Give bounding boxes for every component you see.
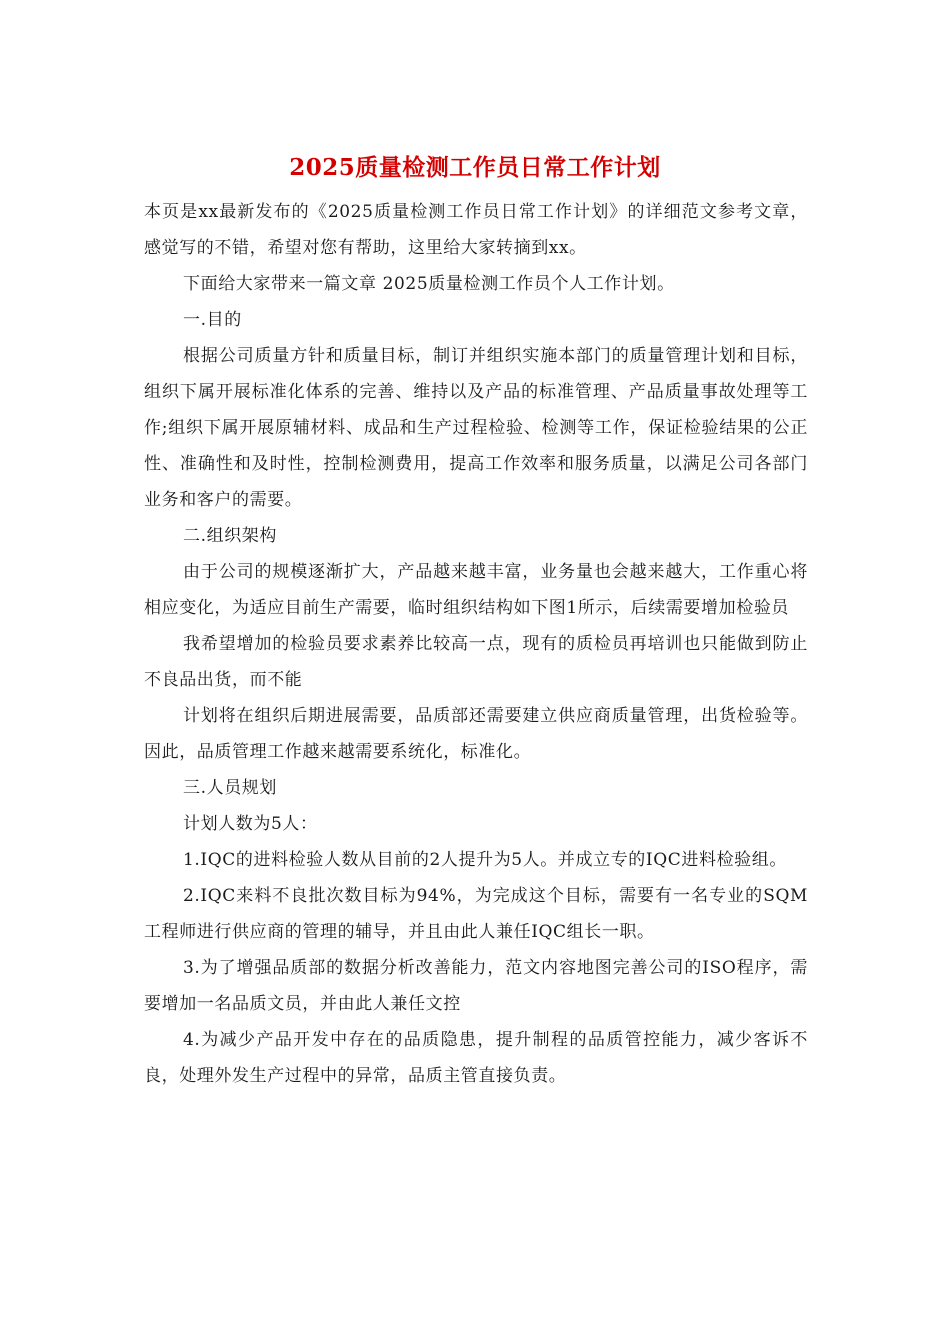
list-item: 2.IQC来料不良批次数目标为94%，为完成这个目标，需要有一名专业的SQM工程师进行供应商的管理的辅导，并且由此人兼任IQC组长一职。 (144, 886, 808, 942)
purpose-paragraph: 根据公司质量方针和质量目标，制订并组织实施本部门的质量管理计划和目标，组织下属开展标准化体系的完善、维持以及产品的标准管理、产品质量事故处理等工作;组织下属开展原辅材料、成品和生产过程检验、检测等工作，保证检验结果的公正性、准确性和及时性，控制检测费用，提高工作效率和服务质量，以满足公司各部门业务和客户的需要。 (144, 346, 808, 510)
list-item: 3.为了增强品质部的数据分析改善能力，范文内容地图完善公司的ISO程序，需要增加一名品质文员，并由此人兼任文控 (144, 958, 808, 1014)
organization-paragraph: 由于公司的规模逐渐扩大，产品越来越丰富，业务量也会越来越大，工作重心将相应变化，为适应目前生产需要，临时组织结构如下图1所示，后续需要增加检验员 (144, 562, 808, 618)
list-item: 4.为减少产品开发中存在的品质隐患，提升制程的品质管控能力，减少客诉不良，处理外发生产过程中的异常，品质主管直接负责。 (144, 1030, 808, 1086)
inspector-paragraph: 我希望增加的检验员要求素养比较高一点，现有的质检员再培训也只能做到防止不良品出货，而不能 (144, 634, 808, 690)
section-heading-organization: 二.组织架构 (183, 526, 278, 546)
section-heading-staffing: 三.人员规划 (183, 778, 278, 798)
plan-paragraph: 计划将在组织后期进展需要，品质部还需要建立供应商质量管理，出货检验等。因此，品质管理工作越来越需要系统化，标准化。 (144, 706, 808, 762)
document-body (144, 194, 808, 1094)
list-item: 1.IQC的进料检验人数从目前的2人提升为5人。并成立专的IQC进料检验组。 (183, 850, 787, 870)
staffing-count-paragraph: 计划人数为5人： (183, 814, 318, 834)
lead-paragraph: 下面给大家带来一篇文章 2025质量检测工作员个人工作计划。 (183, 274, 675, 294)
intro-paragraph: 本页是xx最新发布的《2025质量检测工作员日常工作计划》的详细范文参考文章，感觉写的不错，希望对您有帮助，这里给大家转摘到xx。 (144, 202, 808, 258)
section-heading-purpose: 一.目的 (183, 310, 242, 330)
document-title: 2025质量检测工作员日常工作计划 (289, 154, 661, 181)
